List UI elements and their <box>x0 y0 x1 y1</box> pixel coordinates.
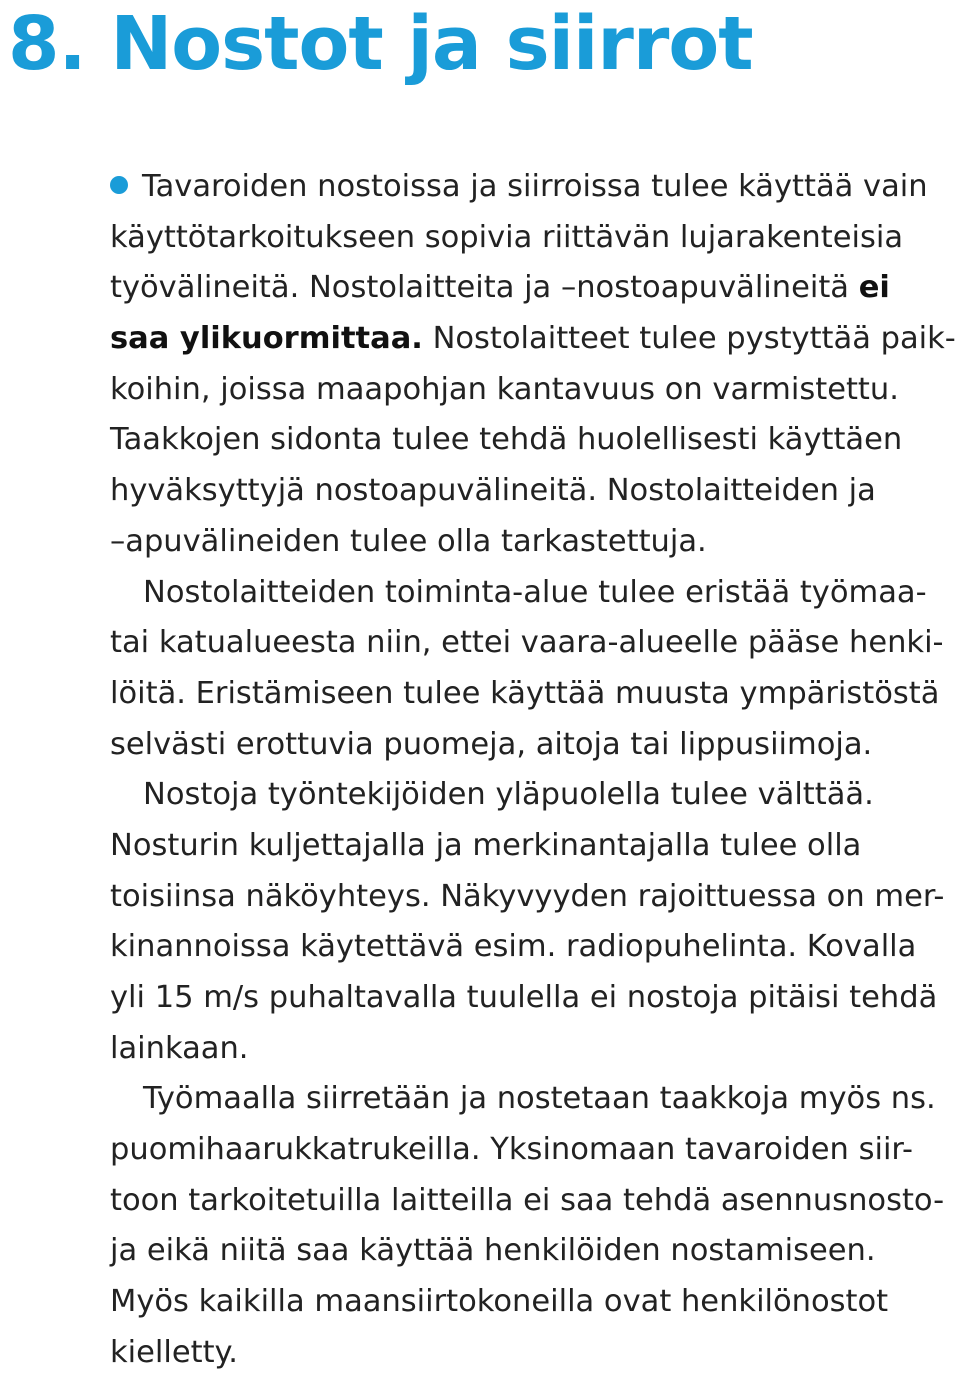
text-line: ja eikä niitä saa käyttää henkilöiden nostamiseen. <box>110 1233 876 1269</box>
page-title: 8. Nostot ja siirrot <box>8 1 753 87</box>
text-line: Tavaroiden nostoissa ja siirroissa tulee käyttää vain <box>110 162 958 213</box>
text-line: selvästi erottuvia puomeja, aitoja tai lippusiimoja. <box>110 726 873 762</box>
text-line: saa ylikuormittaa. Nostolaitteet tulee pystyttää paik- <box>110 321 956 357</box>
text-line: Myös kaikilla maansiirtokoneilla ovat henkilönostot <box>110 1284 889 1320</box>
text-line: Nostoja työntekijöiden yläpuolella tulee välttää. <box>143 777 874 813</box>
text-line: koihin, joissa maapohjan kantavuus on varmistettu. <box>110 371 899 407</box>
text-line: hyväksyttyjä nostoapuvälineitä. Nostolaitteiden ja <box>110 473 876 509</box>
body-text <box>110 162 958 1379</box>
text-line: toon tarkoitetuilla laitteilla ei saa tehdä asennusnosto- <box>110 1182 945 1218</box>
text-line: Työmaalla siirretään ja nostetaan taakkoja myös ns. <box>143 1081 936 1117</box>
text-line: tai katualueesta niin, ettei vaara-alueelle pääse henki- <box>110 625 944 661</box>
emphasis-text: ei <box>858 270 890 306</box>
text-line: Nosturin kuljettajalla ja merkinantajalla tulee olla <box>110 827 862 863</box>
text-line: –apuvälineiden tulee olla tarkastettuja. <box>110 523 707 559</box>
text-line: löitä. Eristämiseen tulee käyttää muusta ympäristöstä <box>110 675 940 711</box>
text-line: puomihaarukkatrukeilla. Yksinomaan tavaroiden siir- <box>110 1132 914 1168</box>
text-line: kielletty. <box>110 1334 238 1370</box>
bullet-icon <box>110 176 128 194</box>
text-line: työvälineitä. Nostolaitteita ja –nostoapuvälineitä ei <box>110 270 890 306</box>
text-line: käyttötarkoitukseen sopivia riittävän lujarakenteisia <box>110 219 904 255</box>
text-line: lainkaan. <box>110 1030 249 1066</box>
text-line: Taakkojen sidonta tulee tehdä huolellisesti käyttäen <box>110 422 903 458</box>
text-line: yli 15 m/s puhaltavalla tuulella ei nostoja pitäisi tehdä <box>110 980 938 1015</box>
text-line: Nostolaitteiden toiminta-alue tulee eristää työmaa- <box>143 574 927 610</box>
text-line: toisiinsa näköyhteys. Näkyvyyden rajoittuessa on mer- <box>110 878 945 914</box>
text-line: kinannoissa käytettävä esim. radiopuhelinta. Kovalla <box>110 929 917 965</box>
emphasis-text: saa ylikuormittaa. <box>110 321 423 357</box>
